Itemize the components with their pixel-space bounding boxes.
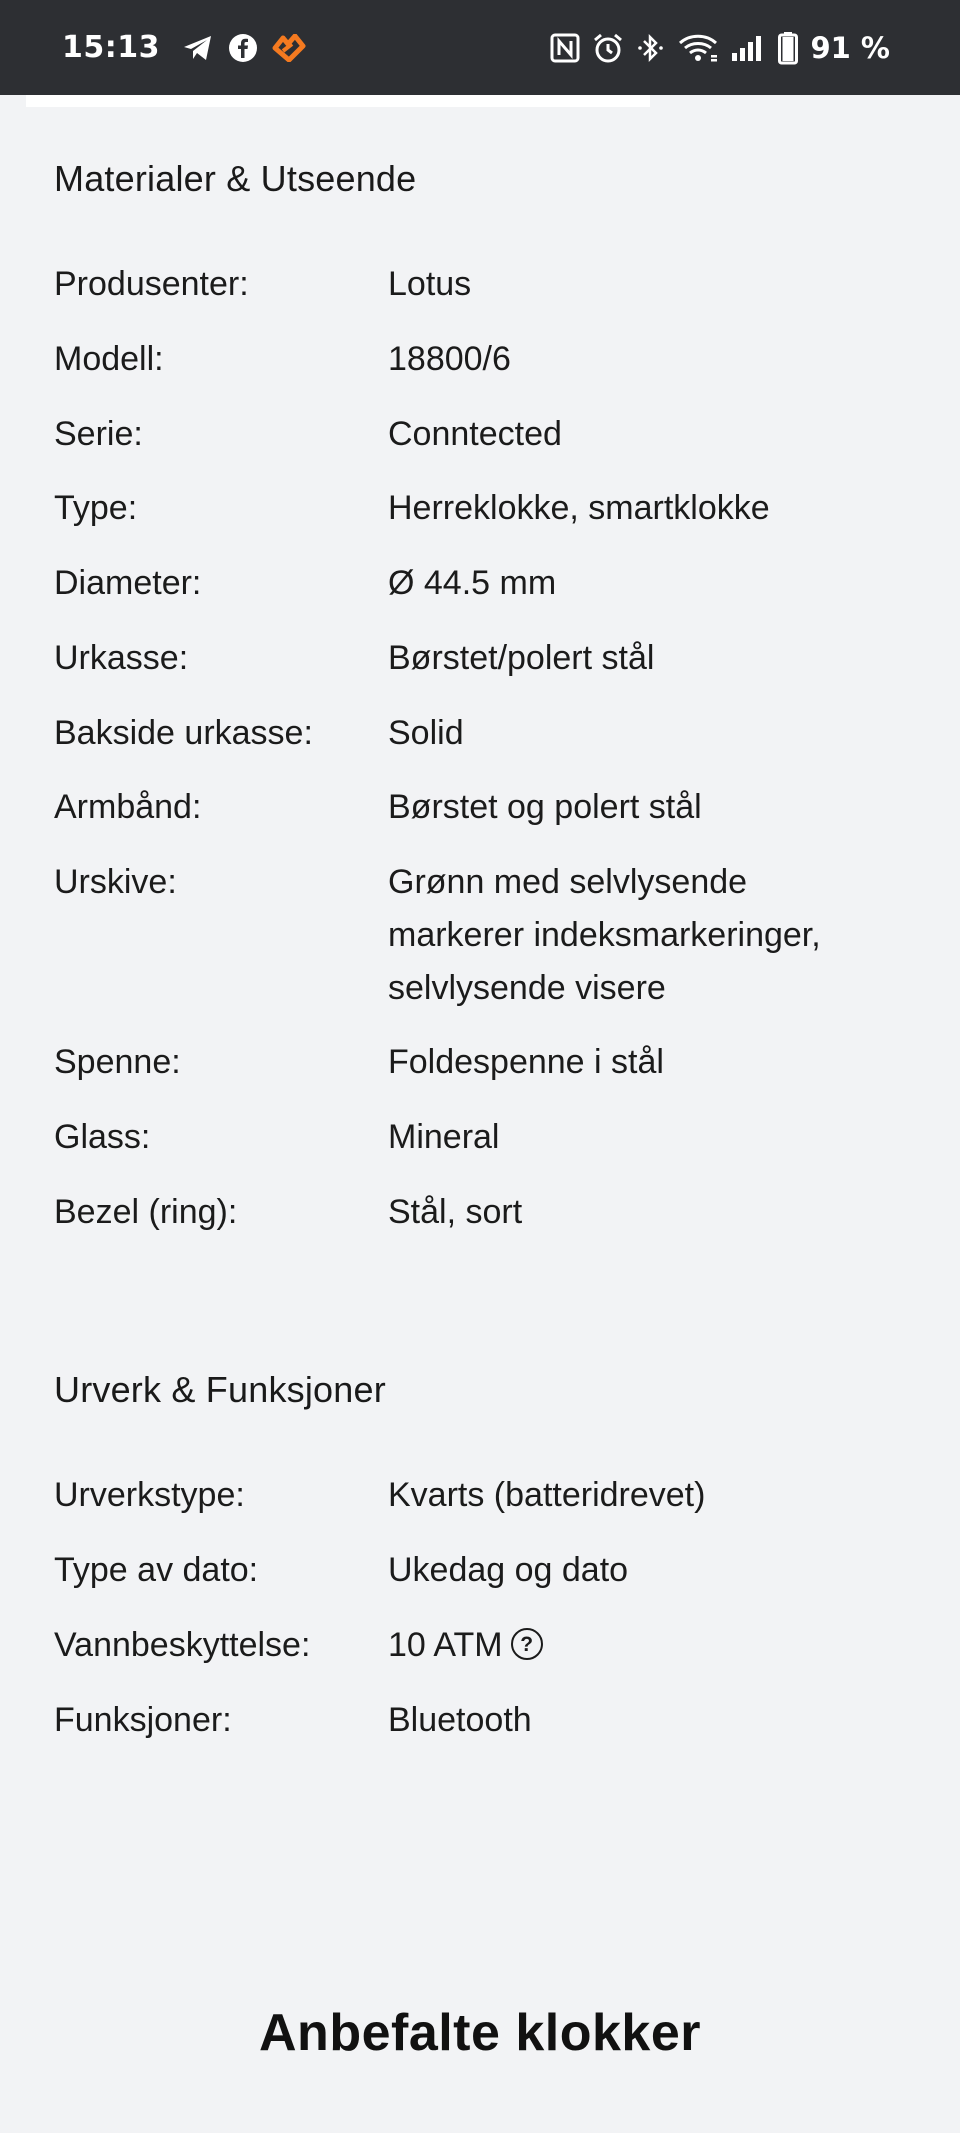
water-resistance-value: 10 ATM — [388, 1626, 503, 1664]
telegram-icon — [182, 34, 214, 62]
spec-label: Type: — [54, 489, 138, 527]
battery-icon — [778, 31, 798, 65]
section-title-movement: Urverk & Funksjoner — [54, 1369, 386, 1410]
status-left — [62, 30, 320, 65]
status-right — [550, 31, 890, 65]
spec-label: Type av dato: — [54, 1551, 259, 1589]
recommended-watches-title: Anbefalte klokker — [259, 2004, 701, 2062]
spec-value: Børstet og polert stål — [388, 788, 702, 826]
spec-label: Armbånd: — [54, 788, 202, 826]
spec-label: Urkasse: — [54, 639, 189, 677]
spec-label: Spenne: — [54, 1043, 181, 1081]
alarm-icon — [592, 32, 624, 64]
status-time: 15:13 — [62, 30, 160, 65]
spec-value: Solid — [388, 714, 464, 752]
spec-label: Urskive: — [54, 863, 177, 901]
spec-label: Bezel (ring): — [54, 1193, 238, 1231]
spec-value: Ø 44.5 mm — [388, 564, 557, 602]
bluetooth-icon — [636, 32, 666, 64]
facebook-icon — [228, 33, 258, 63]
spec-label: Vannbeskyttelse: — [54, 1626, 311, 1664]
spec-value: Bluetooth — [388, 1701, 532, 1739]
spec-value: Stål, sort — [388, 1193, 523, 1231]
spec-value: Kvarts (batteridrevet) — [388, 1476, 706, 1514]
spec-label: Diameter: — [54, 564, 202, 602]
section-title-materials: Materialer & Utseende — [54, 158, 417, 199]
status-bar — [0, 0, 960, 95]
help-icon[interactable]: ? — [511, 1628, 543, 1660]
spec-value — [388, 1619, 888, 1672]
spec-label: Urverkstype: — [54, 1476, 245, 1514]
spec-value: Ukedag og dato — [388, 1551, 629, 1589]
spec-value: Grønn med selvlysende markerer indeksmarkeringer, selvlysende visere — [388, 863, 821, 1007]
nfc-icon — [550, 33, 580, 63]
spec-value: Børstet/polert stål — [388, 639, 655, 677]
spec-label: Produsenter: — [54, 265, 249, 303]
spec-label: Funksjoner: — [54, 1701, 232, 1739]
spec-value: Foldespenne i stål — [388, 1043, 664, 1081]
signal-icon — [730, 34, 766, 62]
spec-label: Modell: — [54, 340, 164, 378]
wifi-icon — [678, 33, 718, 63]
spec-label: Bakside urkasse: — [54, 714, 313, 752]
spec-value: Lotus — [388, 265, 472, 303]
spec-value: 18800/6 — [388, 340, 511, 378]
spec-value: Herreklokke, smartklokke — [388, 489, 770, 527]
spec-label: Serie: — [54, 415, 143, 453]
header-shadow-strip — [26, 95, 650, 107]
spec-value: Mineral — [388, 1118, 500, 1156]
battery-percent: 91 % — [810, 30, 890, 65]
spec-value: Conntected — [388, 415, 562, 453]
strava-icon — [272, 34, 306, 62]
spec-label: Glass: — [54, 1118, 151, 1156]
